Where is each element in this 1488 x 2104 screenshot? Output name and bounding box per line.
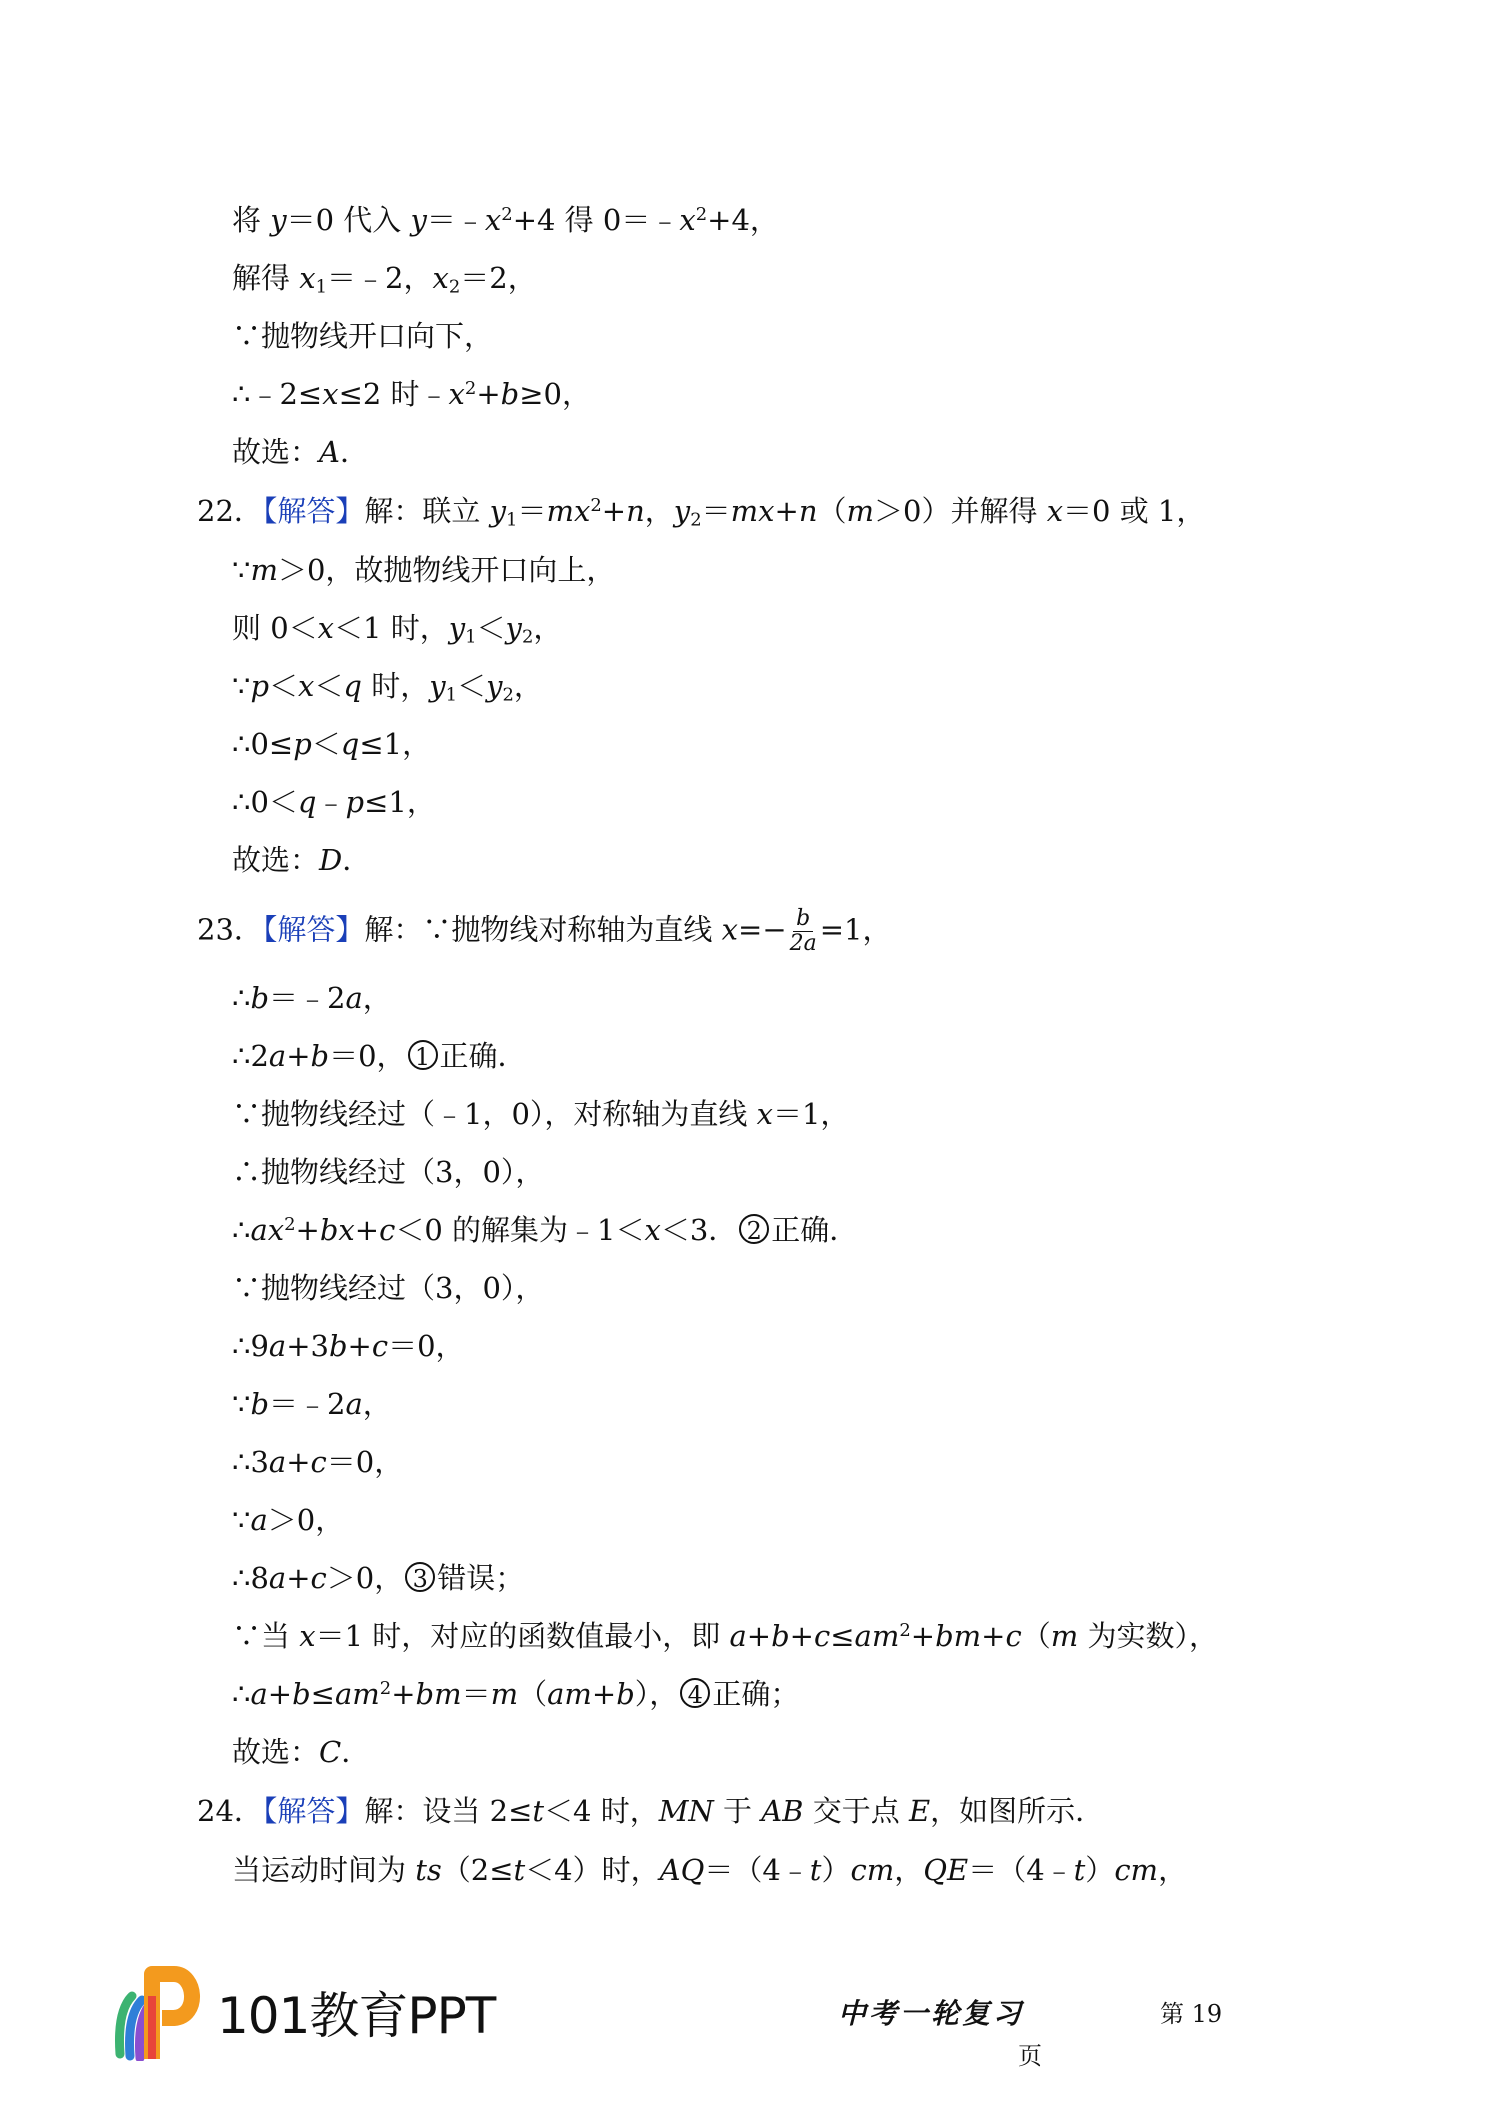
text-line: ∵m＞0，故抛物线开口向上， — [232, 553, 616, 587]
text-line: 将 y＝0 代入 $y=﹣x^2+4$ 得 $0=﹣x^2+4$， — [232, 203, 779, 237]
text-line: 故选：C． — [232, 1735, 371, 1769]
page-number: 第 19 — [1160, 2000, 1223, 2028]
text-line: ∵b＝﹣2a， — [232, 1387, 392, 1421]
text-line: 故选：D． — [232, 843, 372, 877]
footer-course-title: 中考一轮复习 — [838, 1997, 1025, 2030]
text-line: 则 0＜x＜1 时，$y_1<y_2$， — [232, 611, 563, 648]
text-line: ∴2a+b＝0， 1 正确． — [232, 1039, 527, 1073]
page-suffix: 页 — [1018, 2042, 1042, 2070]
text-line: ∵a＞0， — [232, 1503, 345, 1537]
text-line: ∴b＝﹣2a， — [232, 981, 392, 1015]
text-line: ∵当 x＝1 时，对应的函数值最小，即 $a+b+c\le am^2+bm+c(m$ 为实数）， — [232, 1619, 1218, 1653]
text-line: ∴9a+3b+c＝0， — [232, 1329, 465, 1363]
text-line: $\therefore ax^2+bx+c<0$ 的解集为﹣1＜x＜3． 2 正确． — [232, 1213, 859, 1247]
text-line: ∴3a+c＝0， — [232, 1445, 404, 1479]
logo-p-icon — [112, 1966, 202, 2061]
text-line: ∴8a+c＞0， 3 错误； — [232, 1561, 525, 1595]
text-line: ∵抛物线经过（3，0）， — [232, 1271, 545, 1305]
text-line: ∴0＜q﹣p≤1， — [232, 785, 436, 819]
solution-23-heading: 23．【解答】解：∵抛物线对称轴为直线 x=− $\frac{b}{2a}$ =1， — [197, 906, 892, 956]
text-line: ∴﹣2≤x≤2 时$﹣x^2+b\ge 0$， — [232, 377, 591, 411]
solution-24-heading: 24．【解答】解：设当 2≤t＜4 时，MN 于 AB 交于点 E，如图所示． — [197, 1794, 1105, 1828]
text-line: ∵p＜x＜q 时，$y_1<y_2$， — [232, 669, 543, 706]
text-line: 当运动时间为 ts（2≤t＜4）时，AQ＝（4﹣t）cm，QE＝（4﹣t）cm， — [232, 1853, 1188, 1887]
text-line: ∵抛物线开口向下， — [232, 319, 494, 353]
text-line: ∴抛物线经过（3，0）， — [232, 1155, 545, 1189]
text-line: 故选：A． — [232, 435, 369, 469]
logo-text: 101教育PPT — [217, 1987, 496, 2045]
text-line: 解得 $x_1=﹣2$，$x_2=2$， — [232, 261, 537, 298]
text-line: ∵抛物线经过（﹣1，0），对称轴为直线 x＝1， — [232, 1097, 850, 1131]
solution-22-heading: 22．【解答】解：联立 $y_1=mx^2+n$，$y_2=mx+n(m>0)$并解得 x＝0 或 1， — [197, 494, 1206, 531]
text-line: ∴0≤p＜q≤1， — [232, 727, 432, 761]
text-line: $\therefore a+b\le am^2+bm=m(am+b)$， 4 正确； — [232, 1677, 800, 1711]
